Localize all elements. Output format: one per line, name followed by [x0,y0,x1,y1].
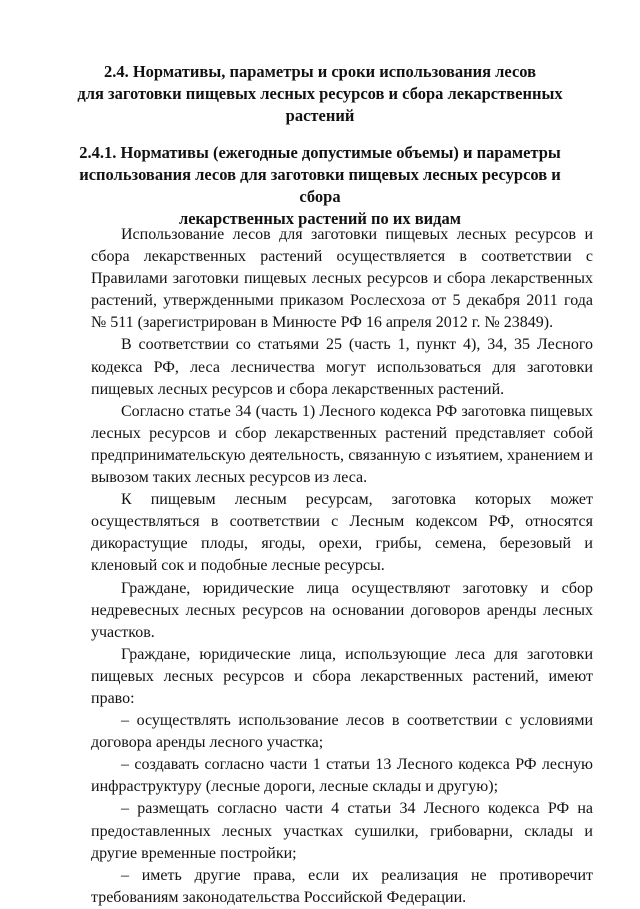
subsection-heading-line: лекарственных растений по их видам [178,209,462,228]
paragraph-lease: Граждане, юридические лица осуществляют заготовку и сбор недревесных лесных ресурсов на основании договоров аренды лесных участков. [91,579,593,641]
section-heading-line: 2.4. Нормативы, параметры и сроки использования лесов [103,62,537,81]
subsection-heading-line: 2.4.1. Нормативы (ежегодные допустимые объемы) и параметры [79,143,561,162]
section-heading-line: растений [285,106,355,125]
subsection-heading-line: использования лесов для заготовки пищевых лесных ресурсов и сбора [79,165,561,206]
paragraph-definition: Согласно статье 34 (часть 1) Лесного кодекса РФ заготовка пищевых лесных ресурсов и сбор лекарственных растений представляет собой предпринимательскую деятельность, связанную с изъятием, хранением и вывозом таких лесных ресурсов из леса. [91,402,593,487]
list-item-right: – осуществлять использование лесов в соответствии с условиями договора аренды лесного участка; [91,712,593,752]
paragraph-food-resources: К пищевым лесным ресурсам, заготовка которых может осуществляться в соответствии с Лесным кодексом РФ, относятся дикорастущие плоды, ягоды, орехи, грибы, семена, березовый и кленовый сок и подобные лесные ресурсы. [91,491,593,575]
paragraph-intro: Использование лесов для заготовки пищевых лесных ресурсов и сбора лекарственных растений осуществляется в соответствии с Правилами заготовки пищевых лесных ресурсов и сбора лекарственных растений, утвержденными приказом Рослесхоза от 5 декабря 2011 года № 511 (зарегистрирован в Минюсте РФ 16 апреля 2012 г. № 23849). [91,226,593,332]
paragraph-rights-intro: Граждане, юридические лица, использующие леса для заготовки пищевых лесных ресурсов и сбора лекарственных растений, имеют право: [91,645,593,707]
list-item-right: – размещать согласно части 4 статьи 34 Лесного кодекса РФ на предоставленных лесных участках сушилки, грибоварни, склады и другие временные постройки; [91,800,593,862]
list-item-right: – создавать согласно части 1 статьи 13 Лесного кодекса РФ лесную инфраструктуру (лесные дороги, лесные склады и другую); [91,756,593,796]
body-text [91,224,593,909]
section-heading-line: для заготовки пищевых лесных ресурсов и сбора лекарственных [77,84,563,103]
paragraph-articles: В соответствии со статьями 25 (часть 1, пункт 4), 34, 35 Лесного кодекса РФ, леса лесничества могут использоваться для заготовки пищевых лесных ресурсов и сбора лекарственных растений. [91,336,593,398]
section-heading [60,61,580,127]
list-item-right: – иметь другие права, если их реализация не противоречит требованиям законодательства Российской Федерации. [91,866,593,906]
subsection-heading [60,142,580,230]
